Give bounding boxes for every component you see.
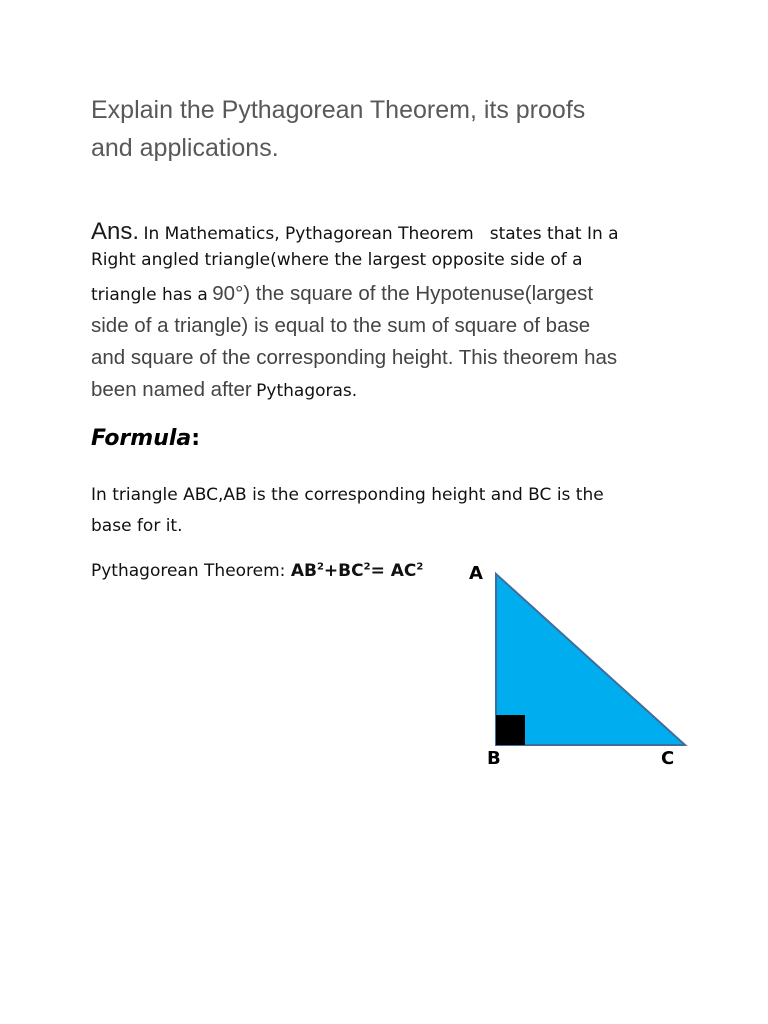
formula-description xyxy=(91,480,691,542)
formula-expression: $AB^2+BC^2= AC^2$ xyxy=(290,561,424,581)
answer-text: states that In a xyxy=(489,224,619,244)
answer-line-2: Right angled triangle(where the largest opposite side of a xyxy=(91,250,583,270)
vertex-label-b: B xyxy=(487,748,501,769)
answer-text: triangle has a xyxy=(91,285,208,305)
answer-text: Pythagoras. xyxy=(256,381,358,401)
answer-text: In Mathematics, Pythagorean Theorem xyxy=(143,224,474,244)
right-angle-marker xyxy=(496,715,525,745)
question-line-1: Explain the Pythagorean Theorem, its proofs xyxy=(91,96,586,124)
answer-line-6 xyxy=(91,378,711,410)
formula-description-line-2: base for it. xyxy=(91,516,183,536)
vertex-label-a: A xyxy=(469,563,483,584)
answer-line-1 xyxy=(91,218,711,250)
answer-text: been named after xyxy=(91,378,252,401)
answer-paragraph xyxy=(91,218,711,410)
vertex-label-c: C xyxy=(661,748,675,769)
right-triangle-diagram xyxy=(460,560,700,780)
triangle-svg xyxy=(460,560,700,780)
formula-description-line-1: In triangle ABC,AB is the corresponding height and BC is the xyxy=(91,485,604,505)
pythagorean-formula xyxy=(91,561,423,581)
answer-line-3 xyxy=(91,282,711,314)
formula-heading-text: Formula xyxy=(91,426,192,451)
answer-line-4: side of a triangle) is equal to the sum of square of base xyxy=(91,314,591,337)
formula-heading-colon: : xyxy=(191,426,201,451)
answer-line-5: and square of the corresponding height. This theorem has xyxy=(91,346,618,369)
formula-label: Pythagorean Theorem: xyxy=(91,561,291,581)
answer-lead: Ans. xyxy=(91,218,140,245)
formula-heading xyxy=(91,426,200,451)
question-title xyxy=(91,91,691,167)
answer-text: 90°) the square of the Hypotenuse(largest xyxy=(212,282,594,305)
question-line-2: and applications. xyxy=(91,134,279,162)
